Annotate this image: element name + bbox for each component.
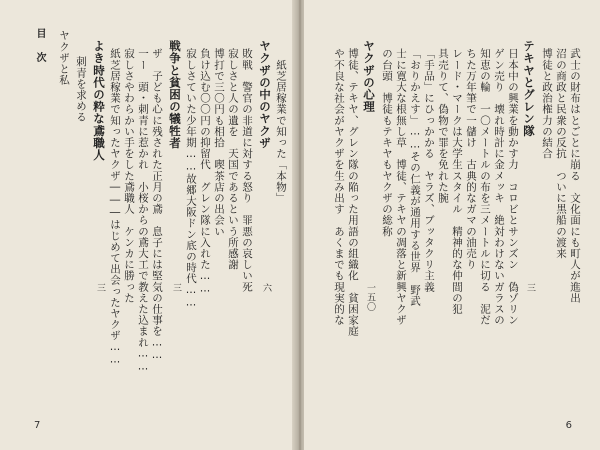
toc-line: 具売りて、偽物で罪を免れた腕: [437, 48, 449, 204]
toc-line: 刺青を求める: [75, 56, 87, 123]
toc-line: 武士の財布はとごとに崩る 文化面にも町人が進出: [569, 48, 581, 304]
page-ref: 六: [261, 283, 271, 293]
toc-line: 寂しさていた少年期……故郷大阪ドン底の時代……: [185, 48, 197, 310]
right-page: [304, 0, 600, 450]
toc-line: 負け込む〇〇円の抑留代 グレン隊に入れた……: [199, 48, 211, 296]
page-ref: 三: [171, 283, 181, 293]
page-ref: 三: [525, 283, 535, 293]
section-heading: 戦争と貧困の犠牲者: [168, 40, 182, 149]
toc-line: 博打で三〇円も相拾 喫茶店の出会い: [213, 48, 225, 237]
toc-line: 「おりかえす」……その仁義が通用する世界 野武: [409, 48, 421, 307]
toc-line: 一ー 頭・刺青に惹かれ 小桜からの鳶大工で教えた込まれ……: [137, 48, 149, 373]
toc-line: 敗戦 警官の非道に対する怒り 罪悪の哀しい死: [241, 48, 253, 293]
toc-line: ザ 子ども心に残された正月の鳶 息子には堅気の仕事を……: [151, 48, 163, 362]
toc-line: の台頭 博徒もテキヤもヤクザの総称: [381, 48, 393, 237]
section-heading: テキヤとグレン隊: [522, 40, 536, 137]
toc-line: 知恵の輪 一〇メートルの布を三メートルに切る 泥だ: [479, 48, 491, 326]
toc-line: や不良な社会がヤクザを生み出す あくまでも現実的な: [333, 48, 345, 326]
section-heading: よき時代の粋な鳶職人: [92, 40, 106, 161]
page-ref: 一五〇: [365, 283, 375, 312]
section-heading: ヤクザの心理: [362, 40, 376, 113]
toc-line: 沼の商政と民衆の反抗 ついに黒船の渡来: [555, 48, 567, 259]
toc-line: 紙芝居稼業で知ったヤクザ―――はじめて出会ったヤクザ……: [109, 48, 121, 367]
page-header: 目 次: [34, 28, 45, 64]
page-number: 6: [565, 420, 572, 431]
page-ref: 三: [95, 283, 105, 293]
toc-line: 博徒、テキヤ、グレン隊の陥った用語の組織化 貧困家庭: [347, 48, 359, 337]
toc-line: ちた万年筆で一儲け 古典的なガマの油売り: [465, 48, 477, 270]
page-number: 7: [34, 420, 41, 431]
left-page: [0, 0, 296, 450]
section-heading: ヤクザの中のヤクザ: [258, 40, 272, 149]
toc-line: 博徒と政治権力の結合: [541, 48, 553, 159]
toc-line: ヤクザと私: [58, 30, 70, 86]
toc-line: 士に寛大な根無し草 博徒、テキヤの凋落と新興ヤクザ: [395, 48, 407, 326]
toc-line: 日本中の興業を動かす力 コロビとサンズン 偽ゾリン: [507, 48, 519, 326]
toc-line: 「手品」にひっかかる ヤラズ、ブッタクリ主義: [423, 48, 435, 293]
toc-line: レード・マークは大学生スタイル 精神的な仲間の犯: [451, 48, 463, 315]
toc-line: 寂しさやわらかい手をした鳶職人 ケンカに勝った: [123, 48, 135, 304]
toc-line: 寂しさと人の遺を 天国であるという所感謝: [227, 48, 239, 270]
toc-line: ゲン売り 壊れ時計に金メッキ 絶対わけないガラスの: [493, 48, 505, 326]
toc-line: 紙芝居稼業で知った「本物」: [275, 48, 287, 204]
